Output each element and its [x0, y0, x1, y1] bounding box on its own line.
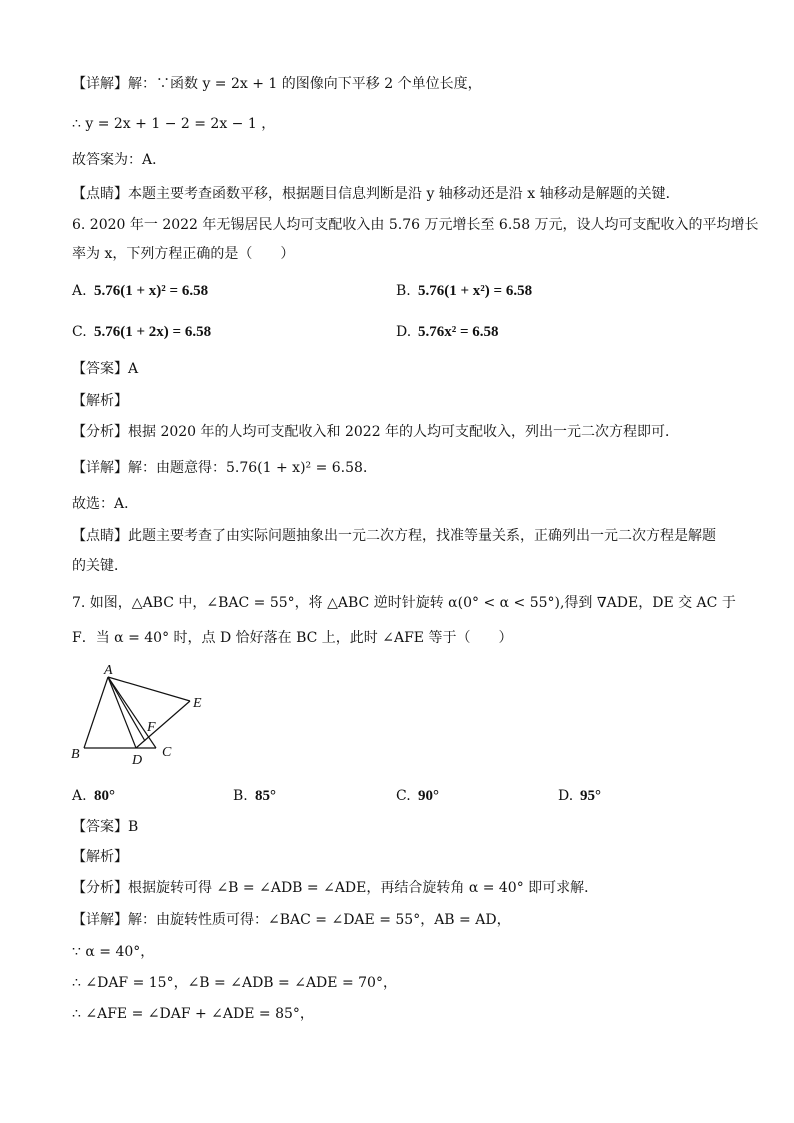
- q7-option-d-value: 95°: [580, 788, 601, 804]
- solution-line-1: 【详解】解：∵函数 y = 2x + 1 的图像向下平移 2 个单位长度，: [72, 76, 482, 92]
- triangle-rotation-figure: [66, 660, 226, 775]
- point-b-label: B: [71, 747, 80, 762]
- q6-detail: 【详解】解：由题意得：5.76(1 + x)² = 6.58．: [72, 460, 377, 476]
- q7-option-a[interactable]: [72, 786, 115, 806]
- q7-analysis-heading: 【解析】: [72, 849, 128, 865]
- q7-option-b-value: 85°: [255, 788, 276, 804]
- q6-analysis: 【分析】根据 2020 年的人均可支配收入和 2022 年的人均可支配收入，列出一元二次方程即可．: [72, 424, 680, 440]
- q7-option-b-label: B.: [233, 788, 248, 804]
- q7-option-a-label: A.: [72, 788, 87, 804]
- q7-option-d[interactable]: [558, 786, 601, 806]
- point-d-label: D: [132, 753, 143, 768]
- q6-analysis-heading: 【解析】: [72, 393, 128, 409]
- question-7-text-1: 7. 如图，△ABC 中，∠BAC = 55°，将 △ABC 逆时针旋转 α(0° < α < 55°),得到 ∇ADE，DE 交 AC 于: [72, 595, 736, 611]
- q7-detail-4: ∴ ∠AFE = ∠DAF + ∠ADE = 85°，: [72, 1006, 314, 1022]
- q6-option-c-label: C.: [72, 324, 87, 340]
- q7-option-c[interactable]: [396, 786, 439, 806]
- point-c-label: C: [162, 745, 172, 760]
- q7-answer: 【答案】B: [72, 819, 139, 835]
- q6-option-a[interactable]: [72, 281, 208, 301]
- q6-answer: 【答案】A: [72, 361, 139, 377]
- q7-option-c-label: C.: [396, 788, 411, 804]
- q6-key-point-2: 的关键．: [72, 558, 128, 574]
- q7-detail-3: ∴ ∠DAF = 15°，∠B = ∠ADB = ∠ADE = 70°，: [72, 975, 397, 991]
- point-f-label: F: [147, 720, 156, 735]
- q6-key-point-1: 【点睛】此题主要考查了由实际问题抽象出一元二次方程，找准等量关系，正确列出一元二次方程是解题: [72, 528, 716, 544]
- q6-option-a-label: A.: [72, 283, 87, 299]
- q7-option-c-value: 90°: [418, 788, 439, 804]
- q6-option-c[interactable]: [72, 322, 211, 342]
- q7-option-b[interactable]: [233, 786, 276, 806]
- q6-option-b-label: B.: [396, 283, 411, 299]
- q6-option-d-formula: 5.76x² = 6.58: [418, 324, 499, 340]
- solution-line-2: ∴ y = 2x + 1 − 2 = 2x − 1 ，: [72, 116, 276, 132]
- q6-option-d[interactable]: [396, 322, 499, 342]
- q6-option-b-formula: 5.76(1 + x²) = 6.58: [418, 283, 533, 299]
- q6-choice: 故选：A．: [72, 496, 139, 512]
- q6-option-d-label: D.: [396, 324, 412, 340]
- q6-option-c-formula: 5.76(1 + 2x) = 6.58: [94, 324, 212, 340]
- question-6-text-1: 6. 2020 年一 2022 年无锡居民人均可支配收入由 5.76 万元增长至 6.58 万元，设人均可支配收入的平均增长: [72, 217, 759, 233]
- question-7-text-2: F．当 α = 40° 时，点 D 恰好落在 BC 上，此时 ∠AFE 等于（ ）: [72, 630, 513, 646]
- q7-analysis: 【分析】根据旋转可得 ∠B = ∠ADB = ∠ADE，再结合旋转角 α = 40° 即可求解．: [72, 880, 599, 896]
- q7-detail-1: 【详解】解：由旋转性质可得：∠BAC = ∠DAE = 55°，AB = AD，: [72, 912, 511, 928]
- q7-detail-2: ∵ α = 40°，: [72, 944, 155, 960]
- point-e-label: E: [193, 696, 202, 711]
- key-point-line: 【点睛】本题主要考查函数平移，根据题目信息判断是沿 y 轴移动还是沿 x 轴移动是解题的关键．: [72, 186, 680, 202]
- point-a-label: A: [104, 663, 113, 678]
- answer-line: 故答案为：A．: [72, 152, 167, 168]
- q6-option-b[interactable]: [396, 281, 532, 301]
- q6-option-a-formula: 5.76(1 + x)² = 6.58: [94, 283, 209, 299]
- q7-option-a-value: 80°: [94, 788, 115, 804]
- question-6-text-2: 率为 x，下列方程正确的是（ ）: [72, 246, 295, 262]
- q7-option-d-label: D.: [558, 788, 574, 804]
